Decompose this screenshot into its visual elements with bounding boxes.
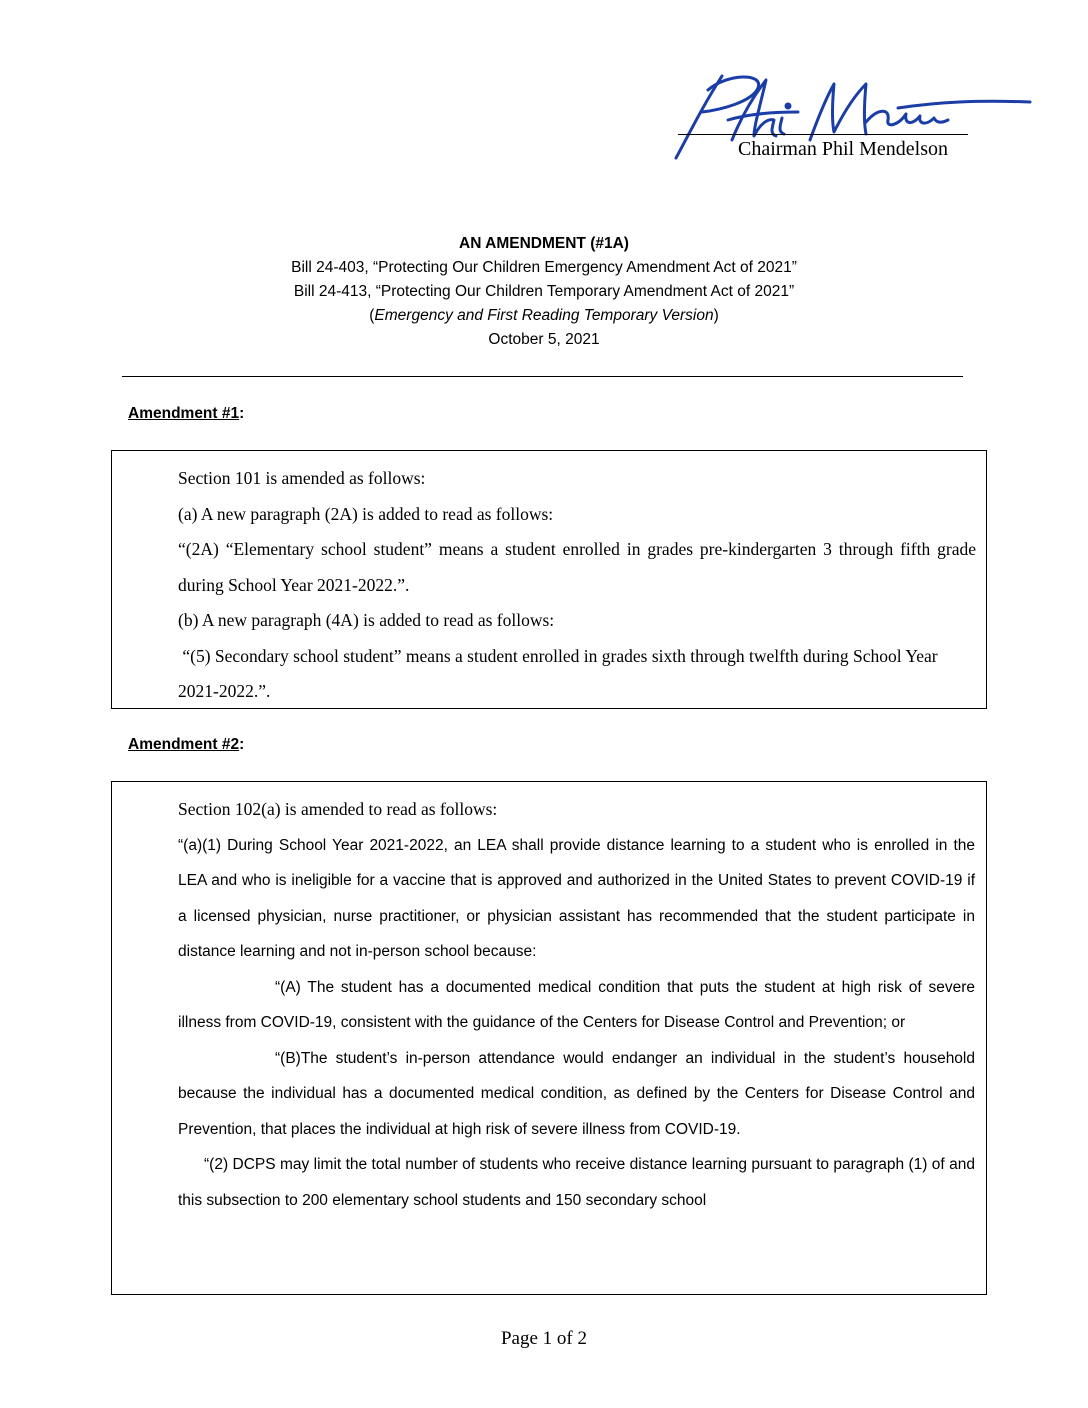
- amendment-1-paragraph: (a) A new paragraph (2A) is added to read as follows:: [178, 503, 554, 524]
- header-divider: [122, 376, 963, 377]
- page-number: Page 1 of 2: [500, 1328, 587, 1349]
- bill-line-1: Bill 24-403, “Protecting Our Children Emergency Amendment Act of 2021”: [291, 259, 797, 276]
- amendment-1-heading: Amendment #1:: [128, 405, 245, 422]
- amendment-1-paragraph: “(5) Secondary school student” means a student enrolled in grades sixth through twelfth during School Year 2021-2022.”.: [178, 645, 943, 701]
- version-line: (Emergency and First Reading Temporary Version): [369, 307, 719, 324]
- amendment-1-paragraph: (b) A new paragraph (4A) is added to read as follows:: [178, 610, 555, 630]
- amendment-2-intro: Section 102(a) is amended to read as follows:: [178, 799, 498, 819]
- amendment-2-paragraph: “(A) The student has a documented medical condition that puts the student at high risk of severe illness from COVID-19, consistent with the guidance of the Centers for Disease Control and Prevention; or: [178, 978, 975, 1031]
- amendment-1-box: [111, 450, 987, 709]
- signature-line: [678, 134, 968, 135]
- amendment-2-paragraph: “(B)The student’s in-person attendance would endanger an individual in the student’s household because the individual has a documented medical condition, as defined by the Centers for Disease Control and Prevention, that places the individual at high risk of severe illness from COVID-19.: [178, 1049, 975, 1138]
- document-date: October 5, 2021: [488, 331, 600, 348]
- amendment-2-heading: Amendment #2:: [128, 736, 245, 753]
- bill-line-2: Bill 24-413, “Protecting Our Children Temporary Amendment Act of 2021”: [293, 283, 795, 300]
- signature-block: [668, 62, 1040, 174]
- amendment-2-box: [111, 781, 987, 1295]
- amendment-2-paragraph: “(2) DCPS may limit the total number of students who receive distance learning pursuant to paragraph (1) of and this subsection to 200 elementary school students and 150 secondary school: [178, 1156, 975, 1209]
- signature-caption: Chairman Phil Mendelson: [738, 138, 948, 160]
- document-title: AN AMENDMENT (#1A): [459, 235, 629, 252]
- amendment-1-paragraph: “(2A) “Elementary school student” means a student enrolled in grades pre-kindergarten 3 through fifth grade during School Year 2021-2022.”.: [178, 539, 976, 595]
- amendment-2-paragraph: “(a)(1) During School Year 2021-2022, an LEA shall provide distance learning to a student who is enrolled in the LEA and who is ineligible for a vaccine that is approved and authorized in the United States to prevent COVID-19 if a licensed physician, nurse practitioner, or physician assistant has recommended that the student participate in distance learning and not in-person school because:: [178, 836, 975, 960]
- version-text: Emergency and First Reading Temporary Version: [374, 307, 714, 324]
- document-header: [0, 232, 1088, 352]
- amendment-1-paragraph: Section 101 is amended as follows:: [178, 468, 426, 488]
